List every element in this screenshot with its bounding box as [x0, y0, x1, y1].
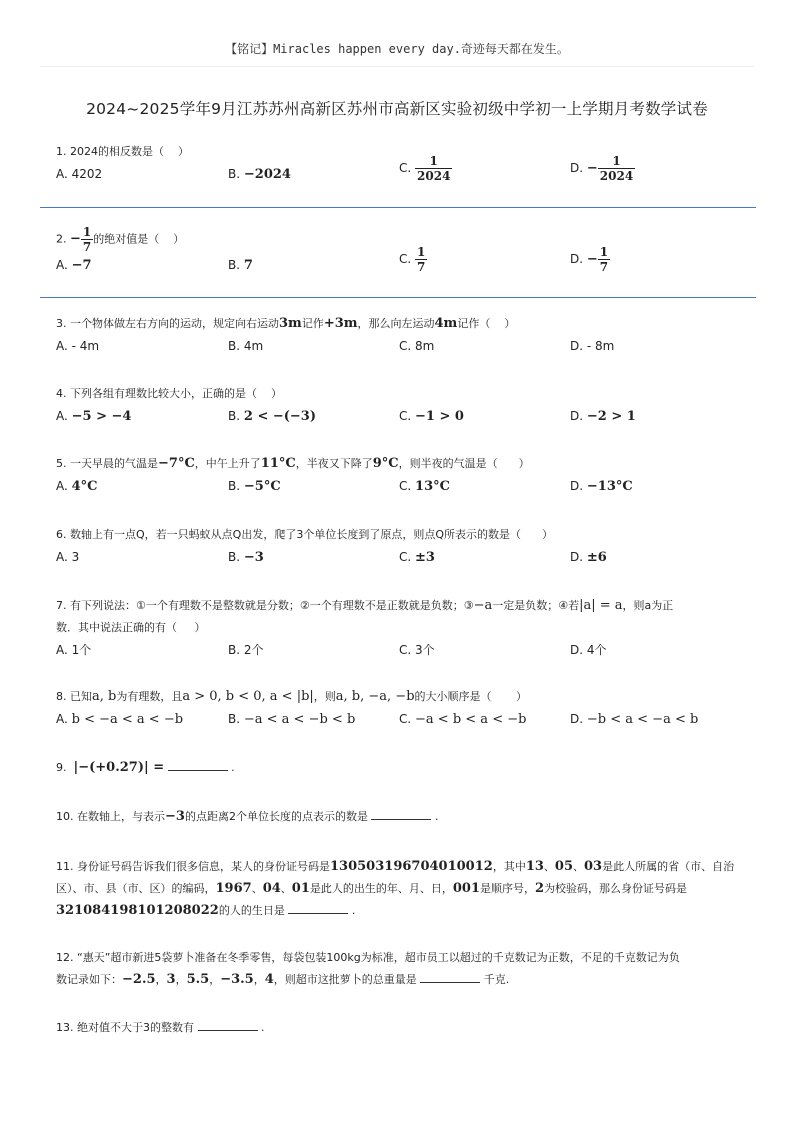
question-stem-line2: 数记录如下：−2.5，3，5.5，−3.5，4，则超市这批萝卜的总重量是 千克. — [56, 972, 510, 987]
option-c[interactable]: C. 8m — [399, 339, 435, 353]
question-2 — [56, 225, 746, 276]
option-c[interactable]: C. 13°C — [399, 479, 450, 494]
option-c[interactable]: C. 3个 — [399, 643, 435, 657]
option-d[interactable]: D. ±6 — [570, 550, 607, 565]
header-divider — [40, 66, 754, 67]
option-c[interactable]: C. −1 > 0 — [399, 409, 464, 424]
question-9 — [56, 757, 746, 779]
question-stem: 7. 有下列说法：①一个有理数不是整数就是分数；②一个有理数不是正数就是负数；③−a一定是负数；④若|a| = a，则a为正 — [56, 598, 674, 613]
option-b[interactable]: B. −3 — [228, 550, 264, 565]
fraction: $\frac{1}{2024}$ — [417, 154, 451, 183]
option-a[interactable]: A. b < −a < a < −b — [56, 712, 184, 727]
question-stem-line3: 321084198101208022的人的生日是 . — [56, 903, 356, 918]
option-a[interactable]: A. 1个 — [56, 643, 92, 657]
option-a[interactable]: A. 3 — [56, 550, 80, 564]
answer-blank[interactable] — [371, 807, 431, 820]
question-1 — [56, 141, 746, 185]
question-stem-line2: 数．其中说法正确的有（ ） — [56, 621, 206, 634]
option-a[interactable]: A. −5 > −4 — [56, 409, 132, 424]
question-5 — [56, 453, 746, 497]
question-stem: 6. 数轴上有一点Q，若一只蚂蚁从点Q出发，爬了3个单位长度到了原点，则点Q所表示的数是（ ） — [56, 528, 553, 541]
answer-blank[interactable] — [168, 758, 228, 771]
option-d[interactable]: D. − $\frac{1}{2024}$ — [570, 154, 634, 183]
question-6 — [56, 524, 746, 568]
fraction: $\frac{1}{2024}$ — [599, 154, 634, 183]
question-stem-line2: 区）、市、县（市、区）的编码，1967、04、01是此人的出生的年、月、日，001是顺序号，2为校验码，那么身份证号码是 — [56, 881, 688, 896]
fraction: $\frac{1}{7}$ — [82, 225, 92, 254]
option-b[interactable]: B. −5°C — [228, 479, 281, 494]
answer-blank[interactable] — [198, 1018, 258, 1031]
question-stem: 10. 在数轴上，与表示−3的点距离2个单位长度的点表示的数是 . — [56, 809, 439, 824]
question-3 — [56, 313, 746, 357]
options — [56, 154, 746, 185]
fraction: $\frac{1}{7}$ — [599, 245, 609, 274]
question-10 — [56, 806, 746, 828]
question-7 — [56, 595, 746, 661]
exam-title: 2024~2025学年9月江苏苏州高新区苏州市高新区实验初级中学初一上学期月考数学试卷 — [86, 100, 708, 118]
options — [56, 405, 746, 427]
section-divider — [40, 297, 756, 298]
question-11 — [56, 856, 746, 922]
answer-blank[interactable] — [420, 970, 480, 983]
option-b[interactable]: B. −2024 — [228, 167, 291, 182]
options — [56, 639, 746, 661]
question-4 — [56, 383, 746, 427]
options — [56, 708, 746, 730]
option-d[interactable]: D. - 8m — [570, 339, 615, 353]
option-c[interactable]: C. $\frac{1}{7}$ — [399, 245, 426, 274]
option-b[interactable]: B. 4m — [228, 339, 264, 353]
option-b[interactable]: B. 2个 — [228, 643, 264, 657]
option-d[interactable]: D. −b < a < −a < b — [570, 712, 699, 727]
option-c[interactable]: C. ±3 — [399, 550, 435, 565]
option-b[interactable]: B. 7 — [228, 258, 253, 273]
section-divider — [40, 207, 756, 208]
question-stem: 3. 一个物体做左右方向的运动，规定向右运动3m记作+3m，那么向左运动4m记作（ ） — [56, 316, 516, 331]
option-a[interactable]: A. 4202 — [56, 167, 103, 181]
question-8 — [56, 686, 746, 730]
option-d[interactable]: D. −2 > 1 — [570, 409, 636, 424]
option-c[interactable]: C. $\frac{1}{2024}$ — [399, 154, 451, 183]
options — [56, 245, 746, 276]
question-stem: 1. 2024的相反数是（ ） — [56, 145, 189, 158]
page-header: 【铭记】Miracles happen every day.奇迹每天都在发生。 — [225, 42, 569, 56]
option-c[interactable]: C. −a < b < a < −b — [399, 712, 527, 727]
question-stem: 4. 下列各组有理数比较大小，正确的是（ ） — [56, 387, 282, 400]
options — [56, 335, 746, 357]
option-b[interactable]: B. −a < a < −b < b — [228, 712, 356, 727]
option-d[interactable]: D. − $\frac{1}{7}$ — [570, 245, 609, 274]
option-b[interactable]: B. 2 < −(−3) — [228, 409, 316, 424]
option-a[interactable]: A. 4°C — [56, 479, 98, 494]
question-stem: 11. 身份证号码告诉我们很多信息，某人的身份证号码是130503196704010012，其中13、05、03是此人所属的省（市、自治 — [56, 859, 735, 874]
option-a[interactable]: A. −7 — [56, 258, 92, 273]
options — [56, 475, 746, 497]
option-d[interactable]: D. 4个 — [570, 643, 607, 657]
options — [56, 546, 746, 568]
question-stem: 9. |−(+0.27)| = . — [56, 760, 235, 775]
question-stem: 13. 绝对值不大于3的整数有 . — [56, 1017, 746, 1039]
question-12 — [56, 947, 746, 991]
option-a[interactable]: A. - 4m — [56, 339, 100, 353]
question-13 — [56, 1017, 746, 1039]
fraction: $\frac{1}{7}$ — [417, 245, 426, 274]
question-stem: 2. − $\frac{1}{7}$ 的绝对值是（ ） — [56, 225, 185, 254]
question-stem: 8. 已知a, b为有理数，且a > 0, b < 0, a < |b|，则a, b, −a, −b的大小顺序是（ ） — [56, 689, 528, 704]
question-stem: 12. “惠天”超市新进5袋萝卜准备在冬季零售，每袋包装100kg为标准，超市员工以超过的千克数记为正数，不足的千克数记为负 — [56, 951, 680, 964]
question-stem: 5. 一天早晨的气温是−7°C，中午上升了11°C，半夜又下降了9°C，则半夜的气温是（ ） — [56, 456, 530, 471]
answer-blank[interactable] — [288, 901, 348, 914]
option-d[interactable]: D. −13°C — [570, 479, 633, 494]
